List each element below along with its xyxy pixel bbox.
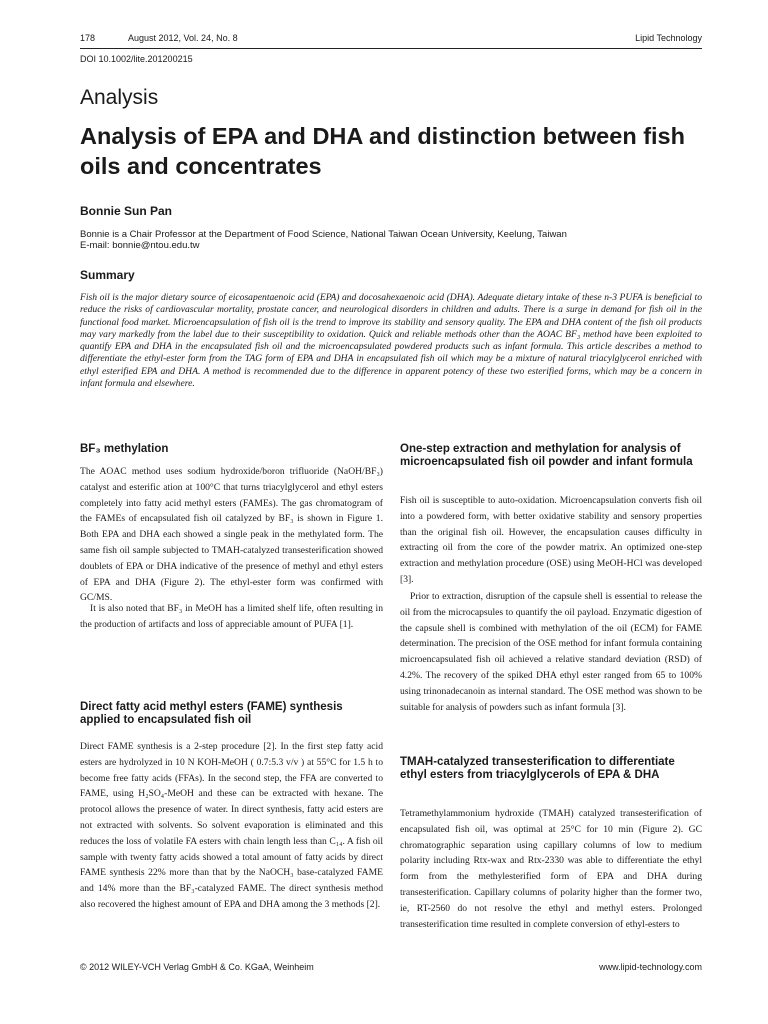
fame-paragraph-1: Direct FAME synthesis is a 2-step procedure [2]. In the first step fatty acid esters are hydrolyzed in 10 N KOH-MeOH ( 0.7:5.3 v/v ) at 55°C for 1.5 h to become free fatty acids (FFAs). In the second step, the FFA are converted to FAME, using H₂SO₄-MeOH and these can be extracted with hexane. The protocol allows the presence of water. In direct synthesis, fatty acid esters are not extracted with solvents. So solvent evaporation is eliminated and this reduces the loss of volatile FA esters with chain length less than C₁₄. A fish oil sample with twenty fatty acids showed a total amount of fatty acids by direct FAME synthesis 22% more than that by the NaOCH₃ base-catalyzed FAME and 14% more than the BF₃-catalyzed FAME. The direct synthesis method also recovered the highest amount of EPA and DHA among the 3 methods [2]. [80,741,383,910]
section-label: Analysis [80,86,159,109]
onestep-paragraph-1: Fish oil is susceptible to auto-oxidation. Microencapsulation converts fish oil into a powdered form, with better oxidative stability and sensory properties than the original fish oil. However, the encapsulation causes difficulty in extracting oil from the core of the powder matrix. An optimized one-step extraction and methylation procedure (OSE) using MeOH-HCl was developed [3]. [400,495,702,585]
header-rule [80,48,702,49]
author-name: Bonnie Sun Pan [80,204,173,218]
doi: DOI 10.1002/lite.201200215 [80,54,193,64]
author-email[interactable]: E-mail: bonnie@ntou.edu.tw [80,240,200,251]
affiliation-text: Bonnie is a Chair Professor at the Department of Food Science, National Taiwan Ocean University, Keelung, Taiwan [80,229,567,240]
running-header [80,33,702,47]
heading-direct-fame: Direct fatty acid methyl esters (FAME) synthesis applied to encapsulated fish oil [80,701,343,726]
summary-heading: Summary [80,268,135,282]
bf3-paragraph-2: It is also noted that BF₃ in MeOH has a limited shelf life, often resulting in the production of artifacts and loss of appreciable amount of PUFA [1]. [80,603,383,630]
bf3-paragraph-1: The AOAC method uses sodium hydroxide/boron trifluoride (NaOH/BF₃) catalyst and esterific ation at 100°C that turns triacylglycerol and ethyl esters completely into fatty acid methyl esters (FAMEs). The gas chromatogram of the FAMEs of encapsulated fish oil catalyzed by BF₃ is shown in Figure 1. Both EPA and DHA each showed a single peak in the methylated form. The same fish oil sample subjected to TMAH-catalyzed transesterification showed doublets of EPA or DHA indicative of the presence of methyl and ethyl esters of EPA and DHA (Figure 2). The ethyl-ester form was confirmed with GC/MS. [80,466,383,604]
tmah-paragraph-1: Tetramethylammonium hydroxide (TMAH) catalyzed transesterification of encapsulated fish oil, was optimal at 25°C for 10 min (Figure 2). GC chromatographic separation using capillary columns of low to medium polarity including Rtx-wax and Rtx-2330 was able to differentiate the ethyl form from the methylesterified form of EPA and DHA during transesterification. Capillary columns of polarity higher than the former two, ie, RT-2560 do not resolve the ethyl and methyl esters. Prolonged transesterification time resulted in complete conversion of ethyl-esters to [400,808,702,930]
heading-one-step-extraction: One-step extraction and methylation for analysis of microencapsulated fish oil powder and infant formula [400,443,693,468]
journal-name: Lipid Technology [635,33,702,43]
journal-website[interactable]: www.lipid-technology.com [599,962,702,972]
copyright-notice: © 2012 WILEY-VCH Verlag GmbH & Co. KGaA, Weinheim [80,962,314,972]
author-affiliation [80,229,567,251]
heading-tmah: TMAH-catalyzed transesterification to differentiate ethyl esters from triacylglycerols of EPA & DHA [400,756,675,781]
onestep-paragraph-2: Prior to extraction, disruption of the capsule shell is essential to release the oil from the microcapsules to quantify the oil payload. Enzymatic digestion of the capsule shell is combined with methylation of the oil (ECM) for FAME determination. The precision of the OSE method for infant formula containing microencapsulated fish oil achieved a relative standard deviation (RSD) of 4.2%. The recovery of the spiked DHA ethyl ester ranged from 65 to 100% using trinonadecanoin as internal standard. The OSE method was shown to be suitable for analysis of powders such as infant formula [3]. [400,591,702,713]
heading-bf3-methylation: BF₃ methylation [80,443,169,455]
page-number: 178 [80,33,96,43]
article-title: Analysis of EPA and DHA and distinction between fish oils and concentrates [80,123,685,179]
issue-info: August 2012, Vol. 24, No. 8 [128,33,238,43]
summary-text: Fish oil is the major dietary source of eicosapentaenoic acid (EPA) and docosahexaenoic acid (DHA). Adequate dietary intake of these n-3 PUFA is beneficial to reduce the risks of cardiovascular mortality, prostate cancer, and neurological disorders in children and adults. There is a surge in demand for fish oil in the functional food market. Microencapsulation of fish oil is the trend to improve its stability and sensory quality. The EPA and DHA content of the fish oil products may vary markedly from the label due to their susceptibility to oxidation. Quick and reliable methods other than the AOAC BF₃ method have been exploited to quantify EPA and DHA in the encapsulated fish oil and the microencapsulated powdered products such as infant formula. This article describes a method to differentiate the ethyl-ester form from the TAG form of EPA and DHA in encapsulated fish oil which may be a mixture of natural triacylglycerol enriched with ethyl esterified EPA and DHA. A method is recommended due to the difference in apparent potency of these two esterified forms, which may be a concern in infant formula and elsewhere. [80,292,702,389]
